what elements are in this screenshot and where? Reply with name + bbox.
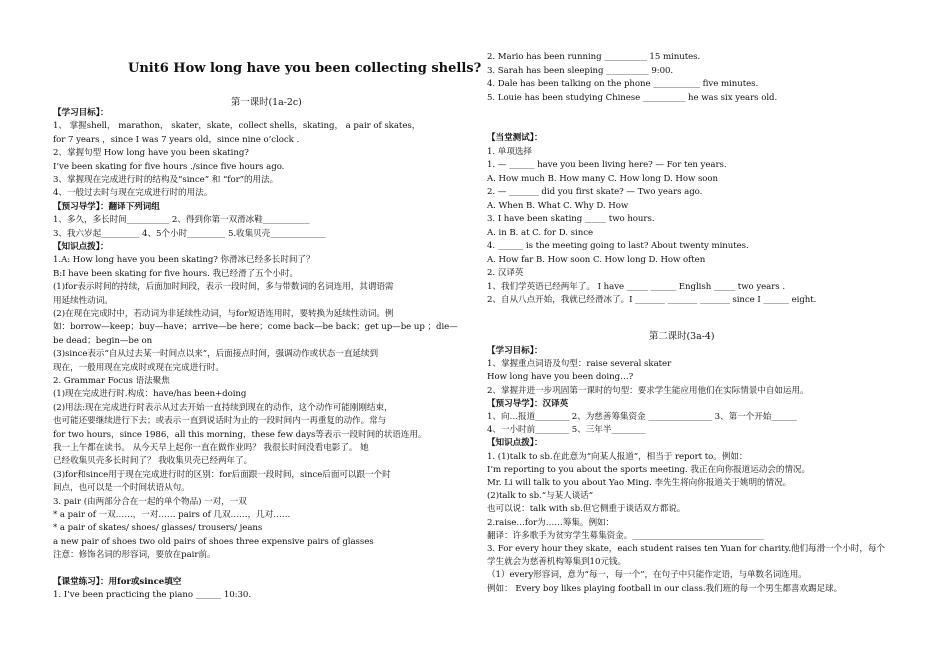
text-line: (3)since表示“自从过去某一时间点以来”，后面接点时间，强调动作或状态一直延续到 [53,349,378,360]
text-line: I’m reporting to you about the sports meeting. 我正在向你报道运动会的情况。 [487,464,811,475]
text-line: 也可能还要继续进行下去；或表示一直到说话时为止的一段时间内一再重复的动作。常与 [53,416,387,427]
text-line: 3、我六岁起_________ 4、5个小时_________ 5.收集贝壳_____________ [53,228,326,239]
text-line: 1. (1)talk to sb.在此意为“向某人报道”，相当于 report to。例如： [487,451,748,462]
text-line: 2.raise…for为……筹集。例如： [487,517,615,528]
text-line: 【学习目标】： [53,108,109,118]
lesson2-subtitle: 第二课时(3a-4) [649,331,715,342]
text-line: 【当堂测试】： [487,133,543,143]
text-line: 3. Sarah has been sleeping __________ 9:00. [487,65,674,76]
text-line: 2. Grammar Focus 语法聚焦 [53,376,170,386]
text-line: (1)现在完成进行时.构成：have/has been+doing [53,389,247,400]
text-line: 2. Mario has been running __________ 15 minutes. [487,52,701,62]
text-line: 现在，一般用现在完成时或现在完成进行时。 [53,362,224,373]
text-line: (2)在现在完成时中，若动词为非延续性动词，与for短语连用时，要转换为延续性动词。例 [53,309,394,319]
text-line: for 7 years ，since I was 7 years old，since nine o’clock . [53,134,300,145]
text-line: 学生就会为慈善机构筹集到10元钱。 [487,557,626,568]
text-line: 1. — ______ have you been living here? — For ten years. [487,160,727,170]
text-line: 1、我们学英语已经两年了。 I have _____ ______ English _____ two years . [487,281,786,292]
text-line: 3. For every hour they skate，each student raises ten Yuan for charity.他们每滑一个小时，每个 [487,544,885,554]
text-line: 3. pair (由两部分合在一起的单个物品) 一对，一双 [53,496,247,507]
page-title: Unit6 How long have you been collecting shells? [128,61,482,76]
text-line: 3、掌握现在完成进行时的结构及“since” 和 “for”的用法。 [53,175,279,185]
text-line: (2)用法:现在完成进行时表示从过去开始一直持续到现在的动作，这个动作可能刚刚结束， [53,402,393,413]
text-line: 2、自从八点开始，我就已经滑冰了。I _______ _______ _______ since I ______ eight. [487,295,817,305]
text-line: 2、掌握并进一步巩固第一课时的句型：要求学生能应用他们在实际情景中自如运用。 [487,385,809,396]
text-line: 注意：修饰名词的形容词，要放在pair前。 [53,550,216,561]
text-line: (3)for和since用于现在完成进行时的区别：for后面跟一段时间，since后面可以跟一个时 [53,469,391,480]
text-line: 例如： Every boy likes playing football in our class.我们班的每一个男生都喜欢踢足球。 [487,583,843,594]
text-line: 【课堂练习】：用for或since填空 [53,577,182,587]
lesson1-subtitle: 第一课时(1a-2c) [231,97,302,108]
text-line: 1、向…报道________ 2、为慈善筹集资金 _______________ 3、第一个开始______ [487,412,797,422]
text-line: for two hours，since 1986，all this morning，these few days等表示一段时间的状语连用。 [53,429,427,440]
text-line: 【知识点拨】： [487,438,543,449]
text-line: 2. — _______ did you first skate? — Two years ago. [487,187,703,197]
text-line: 1、掌握重点词语及句型：raise several skater [487,359,672,370]
text-line: 我一上午都在读书。 从今天早上起你一直在做作业吗？ 我很长时间没看电影了。 她 [53,443,369,453]
text-line: A. When B. What C. Why D. How [487,200,629,211]
text-line: Mr. Li will talk to you about Yao Ming. 李先生将向你报道关于姚明的情况。 [487,478,792,488]
text-line: How long have you been doing…? [487,372,634,383]
text-line: 1. 单项选择 [487,146,532,157]
text-line: A. How much B. How many C. How long D. How soon [487,173,719,184]
text-line: 3. I have been skating _____ two hours. [487,214,655,224]
text-line: 已经收集贝壳多长时间了？ 我收集贝壳已经两年了。 [53,456,253,467]
text-line: 【学习目标】： [487,346,543,356]
text-line: 【预习导学】：汉译英 [487,398,569,409]
text-line: 5. Louie has been studying Chinese __________ he was six years old. [487,92,778,103]
text-line: 4. ______ is the meeting going to last? About twenty minutes. [487,241,749,251]
text-line: B:I have been skating for five hours. 我已经滑了五个小时。 [53,268,298,279]
text-line: 1、 掌握shell， marathon， skater，skate，collect shells，skating， a pair of skates， [53,121,421,132]
text-line: be dead；begin—be on [53,335,153,346]
text-line: 4. Dale has been talking on the phone ___________ five minutes. [487,79,759,89]
text-line: 【预习导学】：翻译下列词组 [53,201,160,212]
text-line: I’ve been skating for five hours ./since five hours ago. [53,161,285,172]
text-line: 也可以说：talk with sb.但它侧重于谈话双方都说。 [487,504,686,515]
text-line: 1、多久，多长时间__________ 2、得到你第一双滑冰鞋___________ [53,215,310,226]
text-line: (2)talk to sb.“与某人谈话” [487,491,594,502]
text-line: * a pair of 一双……，一对…… pairs of 几双……，几对…… [53,510,291,520]
text-line: 4、一小时前________ 5、三年半________ [487,425,646,436]
text-line: 2、掌握句型 How long have you been skating? [53,148,249,159]
text-line: 翻译：许多歌手为贫穷学生募集资金。_______________________________ [487,530,764,541]
text-line: （1）every形容词，意为“每一，每一个”，在句子中只能作定语，与单数名词连用。 [487,570,807,581]
text-line: A. How far B. How soon C. How long D. How often [487,254,706,265]
text-line: (1)for表示时间的持续，后面加时间段，表示一段时间，多与带数词的名词连用，其谓语需 [53,282,394,293]
text-line: 间点，也可以是一个时间状语从句。 [53,483,190,494]
text-line: 1.A: How long have you been skating? 你滑冰已经多长时间了？ [53,255,315,266]
text-line: 2. 汉译英 [487,268,524,278]
text-line: * a pair of skates/ shoes/ glasses/ trousers/ jeans [53,523,263,534]
text-line: 4、一般过去时与现在完成进行时的用法。 [53,188,213,199]
text-line: 1. I’ve been practicing the piano ______ 10:30. [53,590,252,601]
text-line: a new pair of shoes two old pairs of shoes three expensive pairs of glasses [53,536,374,547]
text-line: 用延续性动词。 [53,295,113,306]
text-line: 如：borrow—keep；buy—have；arrive—be here；come back—be back；get up—be up ；die— [53,322,458,333]
text-line: A. in B. at C. for D. since [487,227,593,238]
text-line: 【知识点拨】： [53,242,109,252]
